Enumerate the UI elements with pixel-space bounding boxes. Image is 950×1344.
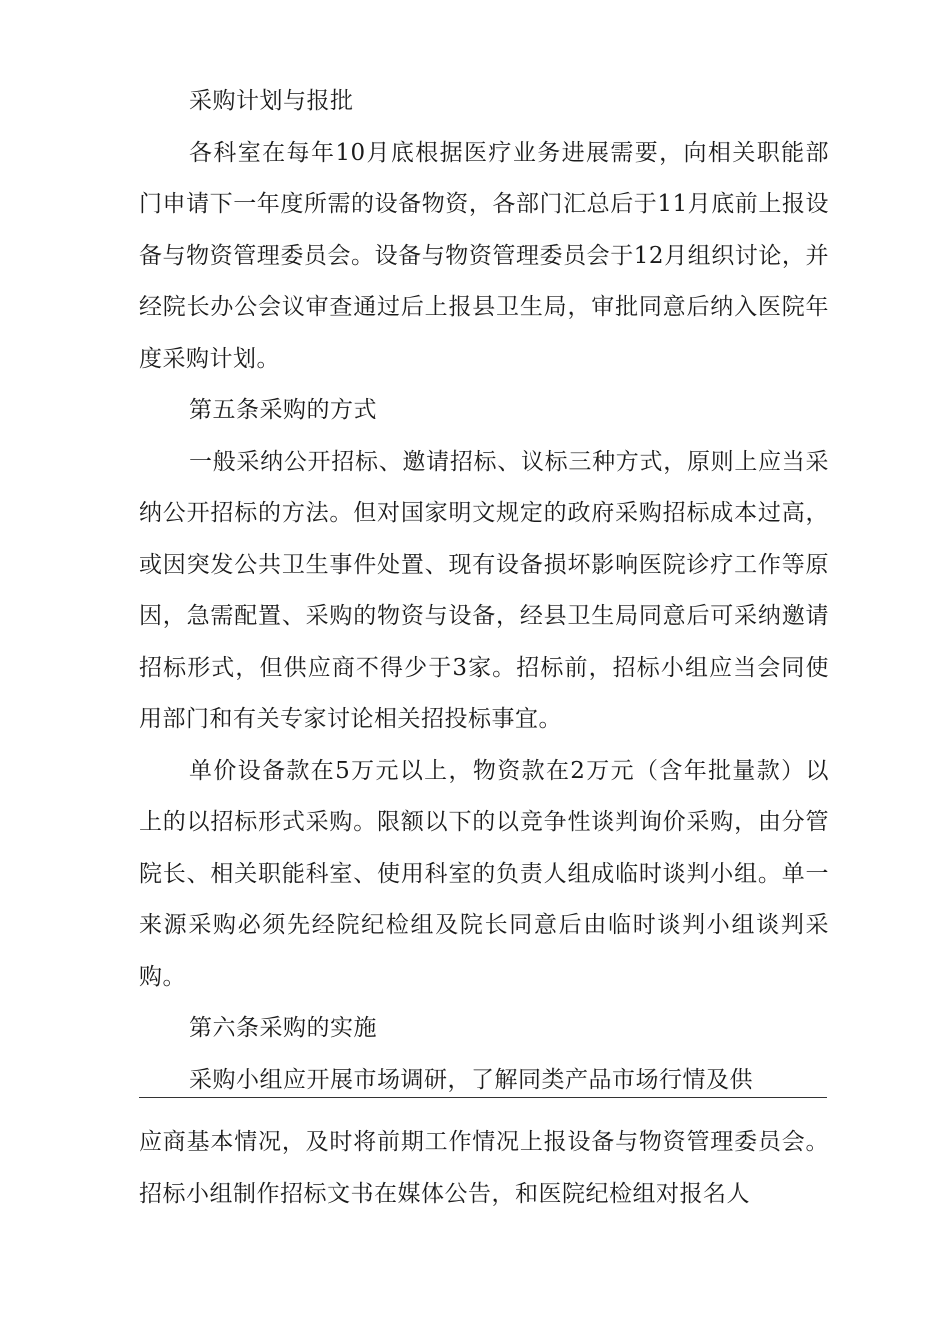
paragraph-implementation-start: 采购小组应开展市场调研，了解同类产品市场行情及供 [189, 1066, 753, 1093]
lower-text-block [139, 1117, 829, 1220]
paragraph-price-thresholds: 单价设备款在5万元以上，物资款在2万元（含年批量款）以上的以招标形式采购。限额以下的以竞争性谈判询价采购，由分管院长、相关职能科室、使用科室的负责人组成临时谈判小组。单一来源采购必须先经院纪检组及院长同意后由临时谈判小组谈判采购。 [139, 757, 829, 990]
paragraph-implementation-continued: 应商基本情况，及时将前期工作情况上报设备与物资管理委员会。招标小组制作招标文书在媒体公告，和医院纪检组对报名人 [139, 1129, 829, 1207]
paragraph-procurement-methods: 一般采纳公开招标、邀请招标、议标三种方式，原则上应当采纳公开招标的方法。但对国家明文规定的政府采购招标成本过高，或因突发公共卫生事件处置、现有设备损坏影响医院诊疗工作等原因，急需配置、采购的物资与设备，经县卫生局同意后可采纳邀请招标形式，但供应商不得少于3家。招标前，招标小组应当会同使用部门和有关专家讨论相关招投标事宜。 [139, 448, 829, 732]
section-heading-article-6: 第六条采购的实施 [189, 1015, 377, 1041]
section-heading-article-5: 第五条采购的方式 [189, 397, 377, 423]
page-break-divider [139, 1097, 827, 1098]
section-heading-plan: 采购计划与报批 [189, 88, 354, 114]
paragraph-plan-approval: 各科室在每年10月底根据医疗业务进展需要，向相关职能部门申请下一年度所需的设备物资，各部门汇总后于11月底前上报设备与物资管理委员会。设备与物资管理委员会于12月组织讨论，并经院长办公会议审查通过后上报县卫生局，审批同意后纳入医院年度采购计划。 [139, 139, 829, 372]
upper-text-block [139, 76, 829, 1106]
